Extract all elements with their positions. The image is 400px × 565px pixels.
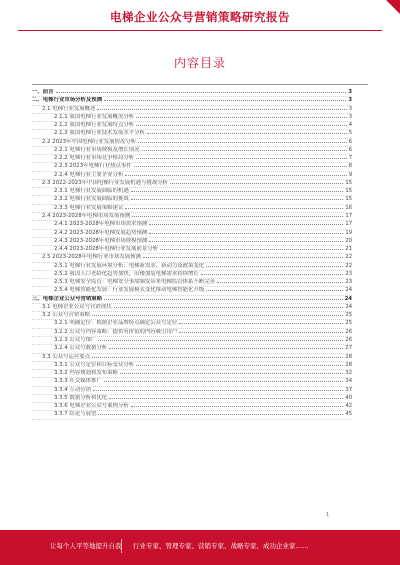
toc-entry[interactable] — [32, 271, 352, 279]
toc-leader-dots — [125, 208, 343, 209]
toc-entry-title: 2.4 2023-2028年电梯市场发展预测 — [42, 212, 131, 219]
toc-entry-title: 3.3.3 社交媒体推广 — [54, 378, 102, 385]
toc-leader-dots — [147, 133, 347, 134]
toc-entry[interactable] — [32, 205, 352, 213]
toc-entry-page: 26 — [345, 336, 352, 343]
toc-leader-dots — [142, 150, 347, 151]
footer-experts: 行业专家、管理专家、营销专家、战略专家、成功企业家…… — [133, 542, 309, 550]
toc-entry-page: 15 — [345, 179, 352, 186]
toc-entry-title: 3.3.5 数据分析和优化 — [54, 394, 108, 401]
toc-leader-dots — [206, 266, 343, 267]
toc-entry-page: 24 — [345, 303, 352, 310]
toc-leader-dots — [206, 290, 343, 291]
toc-leader-dots — [104, 100, 346, 101]
toc-entry-title: 2.5.2 我国人口老龄化趋势加快，旧楼加装电梯需求持续增长 — [54, 270, 199, 277]
toc-entry[interactable] — [32, 155, 352, 163]
toc-entry[interactable] — [32, 254, 352, 262]
toc-leader-dots — [217, 282, 343, 283]
toc-entry-title: 一、前言 — [32, 89, 54, 95]
toc-entry-page: 20 — [345, 237, 352, 244]
toc-leader-dots — [149, 224, 343, 225]
toc-entry-page: 23 — [345, 279, 352, 286]
toc-leader-dots — [125, 175, 346, 176]
toc-entry[interactable] — [32, 387, 352, 395]
toc-entry-page: 22 — [345, 254, 352, 261]
toc-entry[interactable] — [32, 312, 352, 320]
toc-entry-page: 27 — [345, 345, 352, 352]
toc-entry[interactable] — [32, 279, 352, 287]
toc-entry-page: 17 — [345, 212, 352, 219]
toc-entry-title: 2.2.1 电梯行业市场规模及增长情况 — [54, 146, 140, 153]
toc-leader-dots — [170, 183, 343, 184]
page-footer — [0, 530, 400, 565]
toc-entry[interactable] — [32, 163, 352, 171]
toc-entry-title: 3.3.1 公众号定位和目标受众分析 — [54, 361, 135, 368]
toc-entry-page: 19 — [345, 229, 352, 236]
toc-entry-title: 二、电梯行业市场分析及预测 — [32, 97, 103, 104]
toc-entry-page: 4 — [348, 122, 352, 129]
toc-entry[interactable] — [32, 172, 352, 180]
toc-entry-page: 25 — [345, 320, 352, 327]
toc-leader-dots — [132, 216, 343, 217]
toc-entry[interactable] — [32, 196, 352, 204]
page-number: 1 — [326, 512, 330, 518]
toc-entry[interactable] — [32, 139, 352, 147]
toc-leader-dots — [109, 348, 343, 349]
toc-entry-title: 2.3.2 电梯行业发展面临的挑战 — [54, 196, 129, 203]
toc-entry[interactable] — [32, 122, 352, 130]
table-of-contents — [32, 89, 352, 420]
toc-entry[interactable] — [32, 221, 352, 229]
toc-leader-dots — [179, 332, 343, 333]
report-title: 电梯企业公众号营销策略研究报告 — [110, 10, 290, 24]
toc-entry[interactable] — [32, 147, 352, 155]
toc-entry-title: 三、电梯企业公众号营销策略 — [32, 295, 103, 302]
toc-entry-page: 45 — [345, 411, 352, 418]
toc-leader-dots — [104, 381, 344, 382]
toc-entry-page: 8 — [348, 163, 352, 170]
toc-entry-page: 28 — [345, 361, 352, 368]
toc-leader-dots — [97, 109, 346, 110]
toc-entry-title: 3.2.3 公众号推广 — [54, 336, 97, 343]
toc-entry-title: 2.4.1 2023-2028年电梯市场需求预测 — [54, 221, 148, 228]
toc-entry-page: 24 — [345, 287, 352, 294]
toc-entry-page: 3 — [348, 89, 352, 95]
toc-leader-dots — [149, 233, 343, 234]
toc-leader-dots — [109, 398, 343, 399]
toc-leader-dots — [138, 142, 347, 143]
toc-entry-page: 37 — [345, 386, 352, 393]
toc-entry[interactable] — [32, 130, 352, 138]
toc-leader-dots — [136, 117, 347, 118]
toc-entry[interactable] — [32, 188, 352, 196]
toc-entry-page: 6 — [348, 138, 352, 145]
toc-leader-dots — [201, 274, 344, 275]
toc-entry[interactable] — [32, 97, 352, 105]
toc-entry-title: 3.2.1 明确定位：根据企业品牌特点确定公众号定位 — [54, 320, 178, 327]
toc-entry-page: 3 — [348, 113, 352, 120]
footer-slogan: 让每个人平等地提升自我 — [50, 542, 122, 550]
toc-leader-dots — [136, 365, 343, 366]
toc-entry-page: 15 — [345, 188, 352, 195]
toc-entry-page: 17 — [345, 221, 352, 228]
toc-entry-title: 2.2.2 电梯行业市场竞争格局分析 — [54, 155, 135, 162]
toc-entry-title: 3.3.7 结论与展望 — [54, 411, 97, 418]
toc-entry-page: 22 — [345, 262, 352, 269]
page-header — [0, 0, 400, 32]
toc-entry[interactable] — [32, 180, 352, 188]
toc-entry-page: 7 — [348, 155, 352, 162]
toc-entry-title: 3.3.4 互动营销 — [54, 386, 91, 393]
toc-entry-page: 34 — [345, 378, 352, 385]
toc-leader-dots — [93, 390, 343, 391]
toc-entry-page: 32 — [345, 370, 352, 377]
toc-entry[interactable] — [32, 114, 352, 122]
header-divider — [18, 30, 382, 31]
toc-entry-title: 3.1 电梯企业公众号营销现状 — [42, 303, 112, 310]
toc-leader-dots — [98, 340, 343, 341]
toc-entry-page: 24 — [344, 295, 352, 302]
toc-entry[interactable] — [32, 395, 352, 403]
toc-entry[interactable] — [32, 362, 352, 370]
toc-entry[interactable] — [32, 230, 352, 238]
toc-heading-divider — [32, 84, 368, 85]
toc-leader-dots — [114, 307, 344, 308]
toc-entry-title: 2.5.3 电梯安全监管：电梯安全事故频发带来电梯监管体系不断完善 — [54, 279, 215, 286]
toc-entry-title: 2.2.3 2023年电梯行业热点事件 — [54, 163, 132, 170]
toc-entry-title: 2.1.1 我国电梯行业发展概况分析 — [54, 113, 135, 120]
toc-leader-dots — [160, 249, 343, 250]
toc-entry-page: 28 — [345, 353, 352, 360]
toc-entry-page: 25 — [345, 312, 352, 319]
toc-entry-page: 5 — [348, 130, 352, 137]
toc-entry-title: 2.1.3 我国电梯行业技术发展水平分析 — [54, 130, 145, 137]
toc-entry-title: 2.3.3 电梯行业发展策略建议 — [54, 204, 124, 211]
toc-entry-title: 3.3.6 电梯企业公众号案例分析 — [54, 403, 129, 410]
header-corner-decoration — [386, 0, 400, 14]
toc-leader-dots — [131, 199, 344, 200]
toc-entry[interactable] — [32, 370, 352, 378]
toc-entry-page: 23 — [345, 270, 352, 277]
toc-entry-title: 2.2 2023年中国电梯行业发展情况分析 — [42, 138, 137, 145]
toc-entry-title: 2.4.4 2023-2028年电梯行业发展前景分析 — [54, 246, 159, 253]
toc-entry-title: 2.1.2 我国电梯行业发展特点分析 — [54, 122, 135, 129]
toc-entry-title: 2.5 2023-2028年电梯行业市场发展预测 — [42, 254, 141, 261]
toc-leader-dots — [120, 373, 343, 374]
toc-entry[interactable] — [32, 238, 352, 246]
toc-entry[interactable] — [32, 320, 352, 328]
toc-entry-page: 3 — [348, 105, 352, 112]
toc-entry[interactable] — [32, 378, 352, 386]
toc-entry-title: 3.3.2 内容规划和发布策略 — [54, 370, 118, 377]
toc-entry-title: 3.2.2 公众号内容策略：提供有价值的内容吸引用户 — [54, 328, 178, 335]
toc-entry-page: 9 — [348, 171, 352, 178]
toc-leader-dots — [149, 241, 343, 242]
toc-heading: 内容目录 — [173, 56, 226, 70]
toc-entry[interactable] — [32, 337, 352, 345]
toc-entry-title: 3.3 公众号运营要点 — [42, 353, 91, 360]
toc-entry-title: 2.4.2 2023-2028年电梯发展趋势预测 — [54, 229, 148, 236]
toc-leader-dots — [134, 166, 347, 167]
toc-entry[interactable] — [32, 411, 352, 419]
toc-entry[interactable] — [32, 287, 352, 295]
toc-leader-dots — [56, 92, 347, 93]
toc-leader-dots — [98, 414, 343, 415]
toc-entry-title: 2.3 2022-2023年中国电梯行业发展机遇与挑战分析 — [42, 179, 168, 186]
toc-entry-page: 21 — [345, 246, 352, 253]
toc-entry-page: 6 — [348, 146, 352, 153]
toc-entry-page: 3 — [348, 97, 352, 104]
toc-entry[interactable] — [32, 246, 352, 254]
toc-entry-title: 3.2 公众号营销策略 — [42, 312, 91, 319]
toc-entry[interactable] — [32, 296, 352, 304]
toc-leader-dots — [104, 299, 343, 300]
toc-entry-title: 2.5.4 电梯智能化发展：行业发展模式变化推动电梯智能化升级 — [54, 287, 205, 294]
toc-entry[interactable] — [32, 263, 352, 271]
toc-leader-dots — [92, 357, 343, 358]
toc-entry-page: 40 — [345, 394, 352, 401]
toc-leader-dots — [92, 315, 343, 316]
toc-entry-title: 2.5.1 电梯行业发展环境分析：电梯新需求、新动力及政策变化 — [54, 262, 205, 269]
toc-leader-dots — [179, 323, 343, 324]
toc-entry[interactable] — [32, 345, 352, 353]
toc-entry[interactable] — [32, 403, 352, 411]
toc-entry-title: 3.2.4 公众号数据分析 — [54, 345, 108, 352]
toc-entry-page: 42 — [345, 403, 352, 410]
toc-leader-dots — [143, 257, 343, 258]
toc-entry-title: 2.1 电梯行业发展概述 — [42, 105, 96, 112]
toc-leader-dots — [131, 191, 344, 192]
toc-leader-dots — [136, 158, 347, 159]
footer-separator — [121, 539, 122, 553]
toc-leader-dots — [131, 406, 344, 407]
toc-leader-dots — [136, 125, 347, 126]
toc-entry[interactable] — [32, 304, 352, 312]
toc-entry-page: 16 — [345, 204, 352, 211]
toc-entry-title: 2.3.1 电梯行业发展面临的机遇 — [54, 188, 129, 195]
toc-entry[interactable] — [32, 213, 352, 221]
toc-entry[interactable] — [32, 106, 352, 114]
toc-entry-page: 15 — [345, 196, 352, 203]
toc-entry-title: 2.2.4 电梯行业主要企业分析 — [54, 171, 124, 178]
toc-entry-page: 26 — [345, 328, 352, 335]
toc-entry-title: 2.4.3 2023-2028年电梯市场规模预测 — [54, 237, 148, 244]
toc-entry[interactable] — [32, 329, 352, 337]
toc-entry[interactable] — [32, 89, 352, 97]
toc-entry[interactable] — [32, 354, 352, 362]
